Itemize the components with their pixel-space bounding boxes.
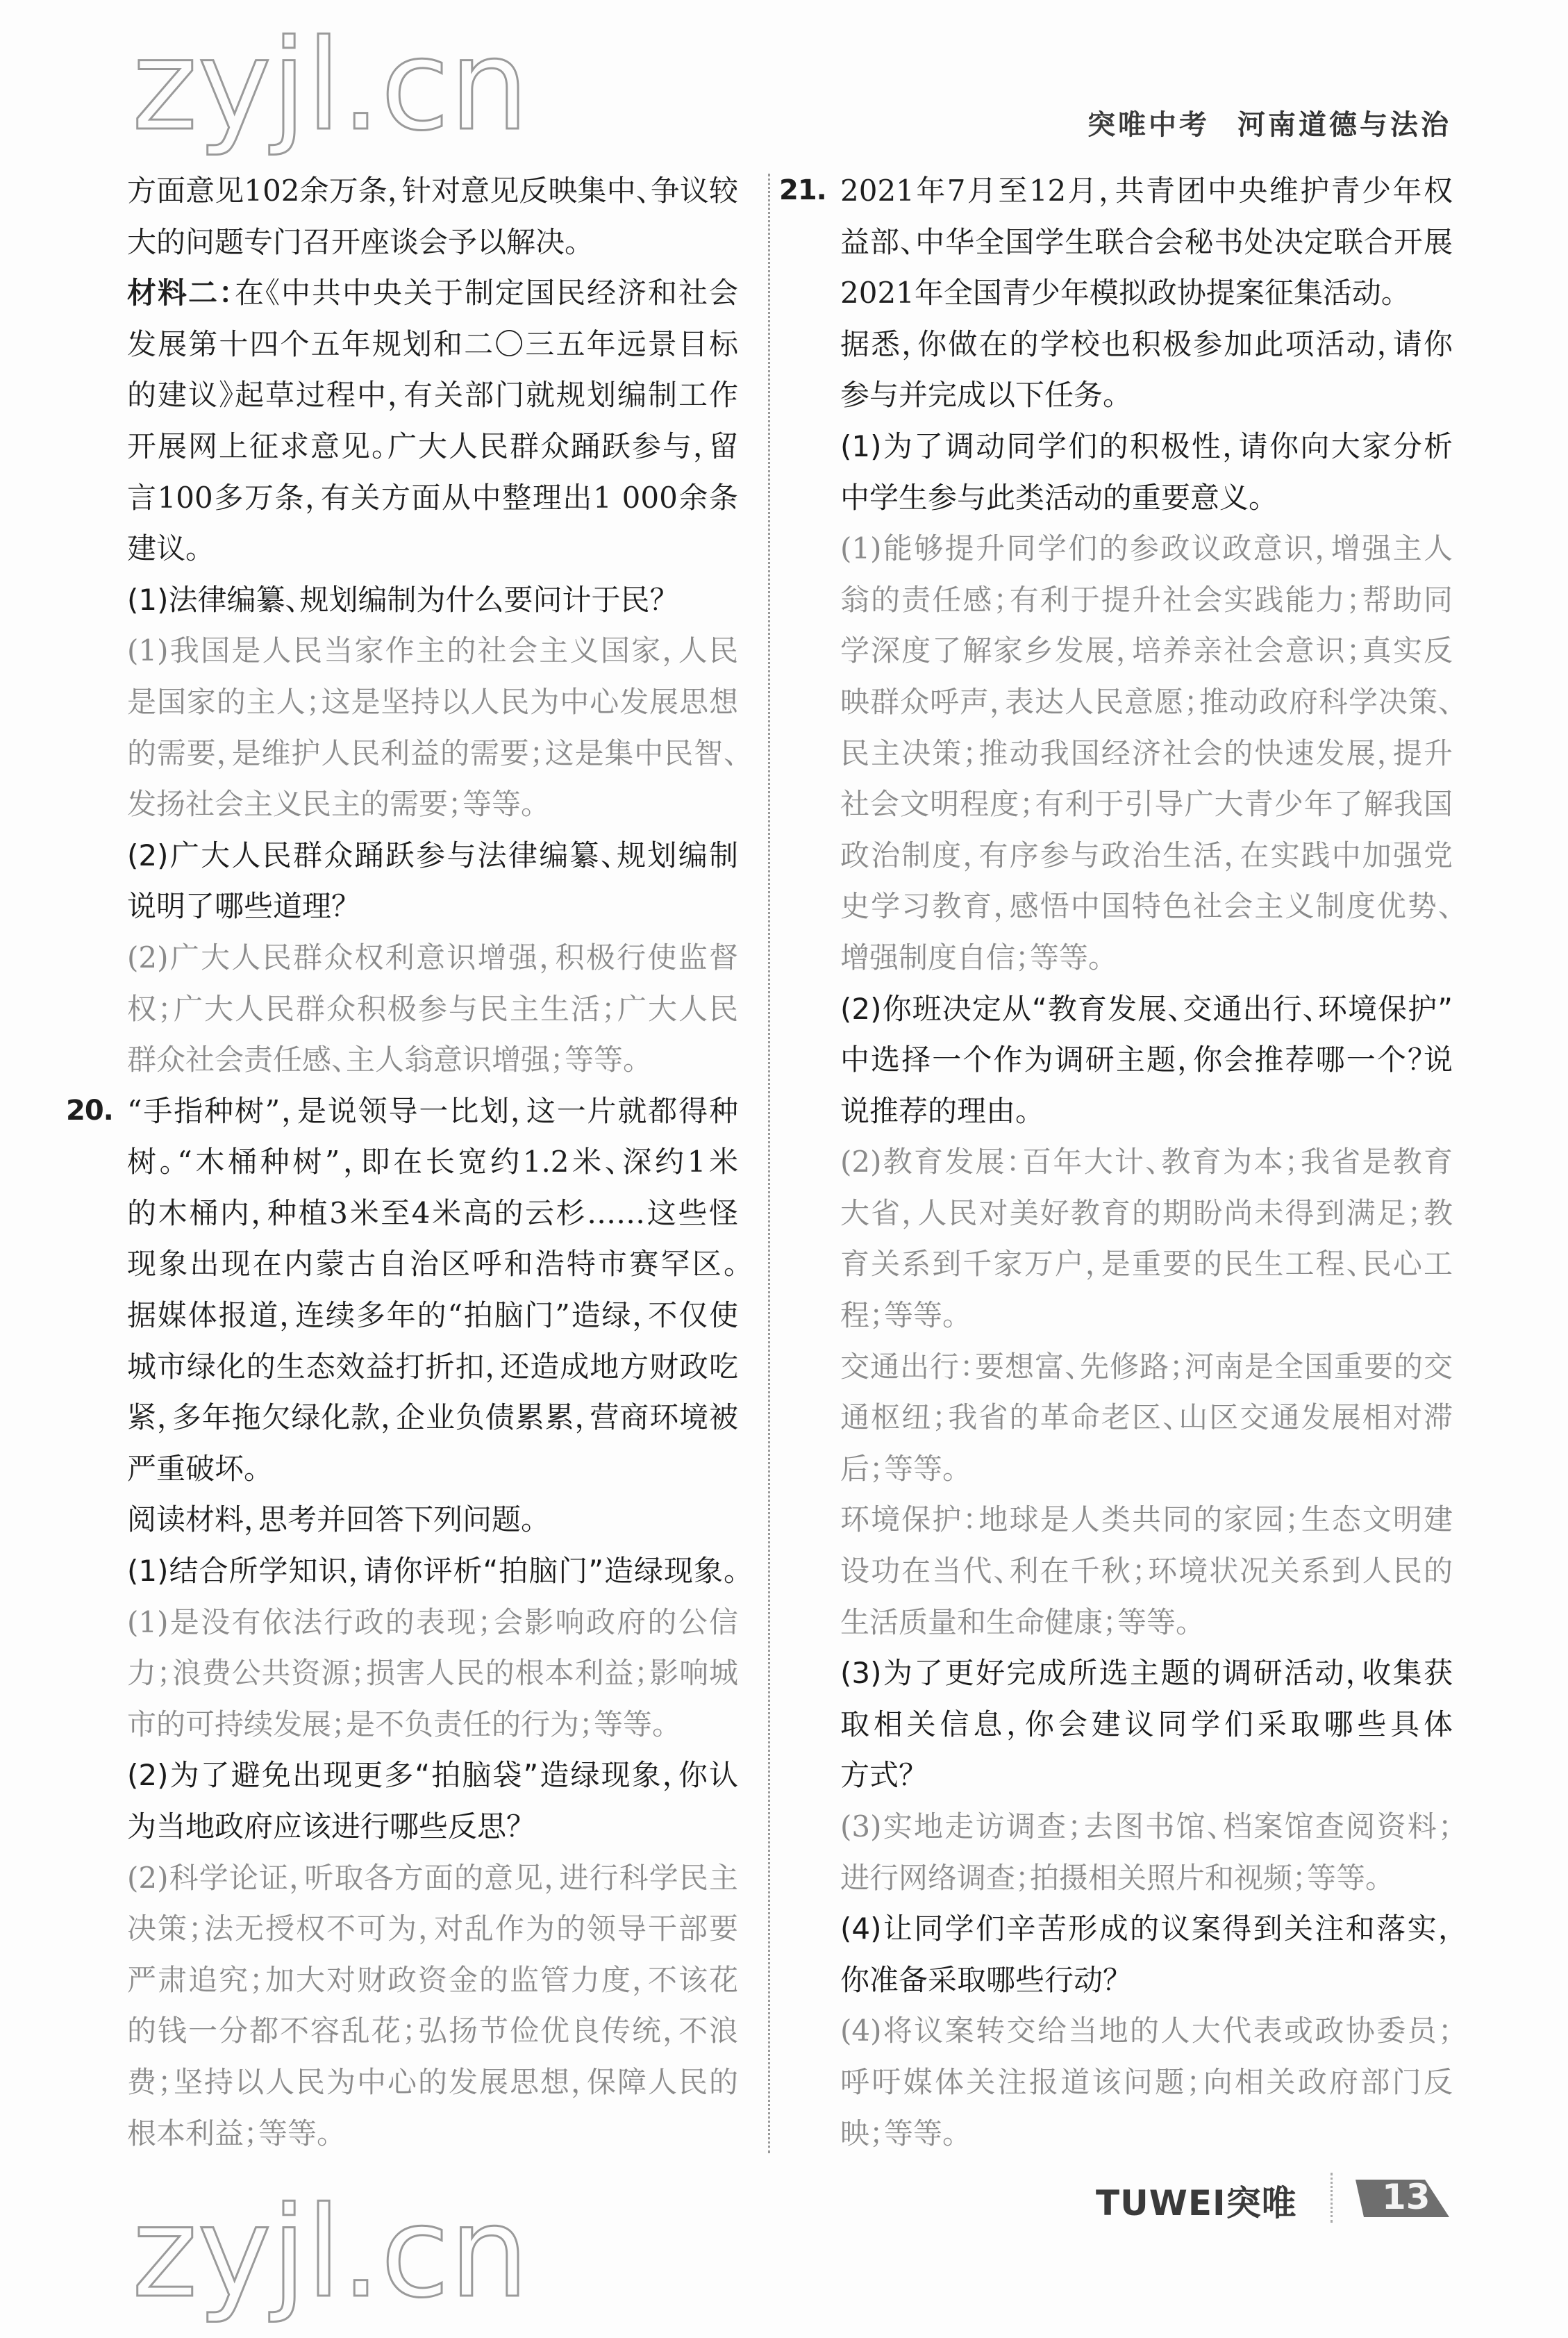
line-text: 交通出行：要想富、先修路；河南是全国重要的交 xyxy=(840,1349,1453,1384)
answer-line xyxy=(840,625,1453,677)
material-line xyxy=(127,165,738,217)
line-text: 民主决策；推动我国经济社会的快速发展，提升 xyxy=(840,736,1453,770)
question-number: 20. xyxy=(66,1094,113,1127)
material-label: 材料二： xyxy=(127,276,235,310)
material-line xyxy=(127,472,738,524)
line-text: 开展网上征求意见。广大人民群众踊跃参与，留 xyxy=(127,429,738,463)
footer-divider xyxy=(1331,2173,1333,2223)
answer-line xyxy=(127,677,738,728)
answer-line xyxy=(840,1801,1453,1852)
line-text: 2021年7月至12月，共青团中央维护青少年权 xyxy=(840,174,1453,208)
question-line xyxy=(840,1955,1453,2006)
line-text: (1)是没有依法行政的表现；会影响政府的公信 xyxy=(127,1605,738,1639)
line-text: (2)你班决定从“教育发展、交通出行、环境保护” xyxy=(840,991,1453,1026)
line-text: (2)科学论证，听取各方面的意见，进行科学民主 xyxy=(127,1860,738,1895)
line-text: 环境保护：地球是人类共同的家园；生态文明建 xyxy=(840,1502,1453,1537)
watermark-text: zyjl.cn xyxy=(132,2180,529,2325)
line-text: 学深度了解家乡发展，培养亲社会意识；真实反 xyxy=(840,633,1453,668)
answer-line xyxy=(840,677,1453,728)
line-text: 政治制度，有序参与政治生活，在实践中加强党 xyxy=(840,838,1453,872)
line-text: 中学生参与此类活动的重要意义。 xyxy=(840,480,1264,515)
line-text: 社会文明程度；有利于引导广大青少年了解我国 xyxy=(840,787,1453,822)
line-text: (3)为了更好完成所选主题的调研活动，收集获 xyxy=(840,1656,1453,1691)
material-line xyxy=(127,319,738,370)
answer-line xyxy=(840,2005,1453,2057)
line-text: 史学习教育，感悟中国特色社会主义制度优势、 xyxy=(840,889,1453,924)
material-line xyxy=(840,370,1453,421)
line-text: 方面意见102余万条，针对意见反映集中、争议较 xyxy=(127,174,738,208)
answer-line xyxy=(127,2005,738,2057)
material-line xyxy=(127,1238,738,1290)
material-line xyxy=(127,1290,738,1341)
line-text: 群众社会责任感、主人翁意识增强；等等。 xyxy=(127,1043,638,1077)
watermark-top xyxy=(125,3,681,160)
line-text: 市的可持续发展；是不负责任的行为；等等。 xyxy=(127,1707,667,1741)
running-header xyxy=(1087,103,1451,142)
subject-title: 河南道德与法治 xyxy=(1237,109,1451,141)
line-text: 方式？ xyxy=(840,1758,914,1793)
line-text: 设功在当代、利在千秋；环境状况关系到人民的 xyxy=(840,1554,1453,1589)
line-text: 的钱一分都不容乱花；弘扬节俭优良传统，不浪 xyxy=(127,2014,738,2048)
line-text: 说明了哪些道理？ xyxy=(127,889,347,924)
answer-line xyxy=(127,1648,738,1699)
line-text: 的木桶内，种植3米至4米高的云杉……这些怪 xyxy=(127,1195,738,1230)
material-line xyxy=(127,523,738,574)
answer-line xyxy=(127,625,738,677)
line-text: (1)法律编纂、规划编制为什么要问计于民？ xyxy=(127,582,665,617)
answer-line xyxy=(127,1034,738,1086)
answer-line xyxy=(127,2057,738,2108)
line-text: 根本利益；等等。 xyxy=(127,2116,332,2150)
line-text: (4)让同学们辛苦形成的议案得到关注和落实， xyxy=(840,1912,1453,1946)
line-text: 翁的责任感；有利于提升社会实践能力；帮助同 xyxy=(840,582,1453,617)
column-divider xyxy=(768,174,770,2153)
question-line xyxy=(840,1034,1453,1086)
question-line xyxy=(840,1086,1453,1137)
material-line xyxy=(127,370,738,421)
line-text: “手指种树”，是说领导一比划，这一片就都得种 xyxy=(127,1093,738,1128)
question-line xyxy=(127,830,738,881)
answer-line xyxy=(127,984,738,1035)
line-text: 费；坚持以人民为中心的发展思想，保障人民的 xyxy=(127,2064,738,2099)
line-text: 映群众呼声，表达人民意愿；推动政府科学决策、 xyxy=(840,684,1453,719)
answer-line xyxy=(127,1903,738,1955)
material-line xyxy=(840,267,1453,319)
answer-line xyxy=(840,1188,1453,1239)
material-line xyxy=(127,1494,738,1545)
line-text: 发扬社会主义民主的需要；等等。 xyxy=(127,787,536,822)
answer-line xyxy=(840,1443,1453,1495)
answer-line xyxy=(127,2108,738,2159)
answer-line xyxy=(127,779,738,830)
answer-line xyxy=(840,830,1453,881)
line-text: 力；浪费公共资源；损害人民的根本利益；影响城 xyxy=(127,1656,738,1691)
left-column xyxy=(66,165,738,2159)
line-text: 后；等等。 xyxy=(840,1451,958,1486)
line-text: 严肃追究；加大对财政资金的监管力度，不该花 xyxy=(127,1962,738,1997)
answer-line xyxy=(840,728,1453,779)
line-text: 2021年全国青少年模拟政协提案征集活动。 xyxy=(840,276,1396,310)
line-text: (1)结合所学知识，请你评析“拍脑门”造绿现象。 xyxy=(127,1554,738,1589)
answer-line xyxy=(840,1341,1453,1393)
line-text: 据媒体报道，连续多年的“拍脑门”造绿，不仅使 xyxy=(127,1298,738,1333)
line-text: 参与并完成以下任务。 xyxy=(840,378,1118,413)
line-text: (1)我国是人民当家作主的社会主义国家，人民 xyxy=(127,633,738,668)
question-line xyxy=(127,1545,738,1597)
question-line xyxy=(840,984,1453,1035)
answer-line xyxy=(840,1545,1453,1597)
line-text: 阅读材料，思考并回答下列问题。 xyxy=(127,1502,536,1537)
line-text: 增强制度自信；等等。 xyxy=(840,940,1103,975)
line-text: (4)将议案转交给当地的人大代表或政协委员； xyxy=(840,2014,1453,2048)
line-text: 建议。 xyxy=(127,531,201,566)
footer-brand-logo: TUWEI突唯 xyxy=(1096,2183,1297,2223)
answer-line xyxy=(840,523,1453,574)
line-text: 的建议》起草过程中，有关部门就规划编制工作 xyxy=(127,378,738,413)
question-line xyxy=(840,1903,1453,1955)
question-number: 21. xyxy=(779,174,826,206)
answer-line xyxy=(840,881,1453,932)
material-line xyxy=(127,1392,738,1443)
material-line xyxy=(127,1341,738,1393)
line-text: 的需要，是维护人民利益的需要；这是集中民智、 xyxy=(127,736,738,770)
question-line xyxy=(127,1750,738,1801)
question-line xyxy=(840,1648,1453,1699)
question-line xyxy=(127,574,738,626)
answer-line xyxy=(840,1238,1453,1290)
line-text: 益部、中华全国学生联合会秘书处决定联合开展 xyxy=(840,224,1453,259)
line-text: 是国家的主人；这是坚持以人民为中心发展思想 xyxy=(127,684,738,719)
line-text: 发展第十四个五年规划和二〇三五年远景目标 xyxy=(127,326,738,361)
line-text: 权；广大人民群众积极参与民主生活；广大人民 xyxy=(127,991,738,1026)
line-text: (2)广大人民群众权利意识增强，积极行使监督 xyxy=(127,940,738,975)
line-text: 树。“木桶种树”，即在长宽约1.2米、深约1米 xyxy=(127,1145,738,1179)
line-text: 映；等等。 xyxy=(840,2116,958,2150)
answer-line xyxy=(840,574,1453,626)
line-text: 在《中共中央关于制定国民经济和社会 xyxy=(235,276,738,310)
answer-line xyxy=(127,1699,738,1750)
line-text: 说推荐的理由。 xyxy=(840,1093,1031,1128)
line-text: 中选择一个作为调研主题，你会推荐哪一个？说 xyxy=(840,1043,1453,1077)
material-line xyxy=(779,165,1453,217)
question-line xyxy=(840,421,1453,472)
answer-line xyxy=(127,1955,738,2006)
line-text: 言100多万条，有关方面从中整理出1 000余条 xyxy=(127,480,738,515)
line-text: 为当地政府应该进行哪些反思？ xyxy=(127,1809,522,1843)
page-number: 13 xyxy=(1382,2177,1431,2217)
answer-line xyxy=(840,2057,1453,2108)
answer-line xyxy=(127,1852,738,1904)
line-text: 进行网络调查；拍摄相关照片和视频；等等。 xyxy=(840,1860,1381,1895)
answer-line xyxy=(840,1852,1453,1904)
question-line xyxy=(840,1750,1453,1801)
line-text: 生活质量和生命健康；等等。 xyxy=(840,1605,1191,1639)
answer-line xyxy=(840,1136,1453,1188)
line-text: (1)能够提升同学们的参政议政意识，增强主人 xyxy=(840,531,1453,566)
line-text: 通枢纽；我省的革命老区、山区交通发展相对滞 xyxy=(840,1400,1453,1435)
line-text: 现象出现在内蒙古自治区呼和浩特市赛罕区。 xyxy=(127,1247,738,1282)
line-text: 决策；法无授权不可为，对乱作为的领导干部要 xyxy=(127,1912,738,1946)
answer-line xyxy=(840,1392,1453,1443)
answer-line xyxy=(127,1597,738,1648)
question-line xyxy=(840,472,1453,524)
line-text: 城市绿化的生态效益打折扣，还造成地方财政吃 xyxy=(127,1349,738,1384)
answer-line xyxy=(840,932,1453,984)
line-text: 大省，人民对美好教育的期盼尚未得到满足；教 xyxy=(840,1195,1453,1230)
right-column xyxy=(779,165,1453,2159)
material-line xyxy=(127,1188,738,1239)
line-text: 取相关信息，你会建议同学们采取哪些具体 xyxy=(840,1707,1453,1741)
answer-line xyxy=(127,728,738,779)
question-line xyxy=(127,1801,738,1852)
line-text: (3)实地走访调查；去图书馆、档案馆查阅资料； xyxy=(840,1809,1453,1843)
material-line xyxy=(127,1136,738,1188)
answer-line xyxy=(127,932,738,984)
watermark-bottom xyxy=(125,2171,681,2334)
line-text: 紧，多年拖欠绿化款，企业负债累累，营商环境被 xyxy=(127,1400,738,1435)
series-title: 突唯中考 xyxy=(1087,109,1210,141)
answer-line xyxy=(840,1597,1453,1648)
watermark-text: zyjl.cn xyxy=(132,13,529,158)
answer-line xyxy=(840,1290,1453,1341)
material-line xyxy=(66,1086,738,1137)
line-text: 大的问题专门召开座谈会予以解决。 xyxy=(127,224,580,259)
material-line xyxy=(127,1443,738,1495)
question-line xyxy=(840,1699,1453,1750)
line-text: 据悉，你做在的学校也积极参加此项活动，请你 xyxy=(840,326,1453,361)
material-line xyxy=(840,319,1453,370)
question-line xyxy=(127,881,738,932)
line-text: 你准备采取哪些行动？ xyxy=(840,1962,1118,1997)
line-text: (1)为了调动同学们的积极性，请你向大家分析 xyxy=(840,429,1453,463)
line-text: 程；等等。 xyxy=(840,1298,958,1333)
line-text: (2)为了避免出现更多“拍脑袋”造绿现象，你认 xyxy=(127,1758,738,1793)
material-line xyxy=(840,217,1453,268)
material-line xyxy=(127,267,738,319)
material-line xyxy=(127,421,738,472)
line-text: 育关系到千家万户，是重要的民生工程、民心工 xyxy=(840,1247,1453,1282)
line-text: 呼吁媒体关注报道该问题；向相关政府部门反 xyxy=(840,2064,1453,2099)
answer-line xyxy=(840,2108,1453,2159)
line-text: 严重破坏。 xyxy=(127,1451,259,1486)
line-text: (2)广大人民群众踊跃参与法律编纂、规划编制 xyxy=(127,838,738,872)
answer-line xyxy=(840,779,1453,830)
material-line xyxy=(127,217,738,268)
answer-line xyxy=(840,1494,1453,1545)
line-text: (2)教育发展：百年大计、教育为本；我省是教育 xyxy=(840,1145,1453,1179)
